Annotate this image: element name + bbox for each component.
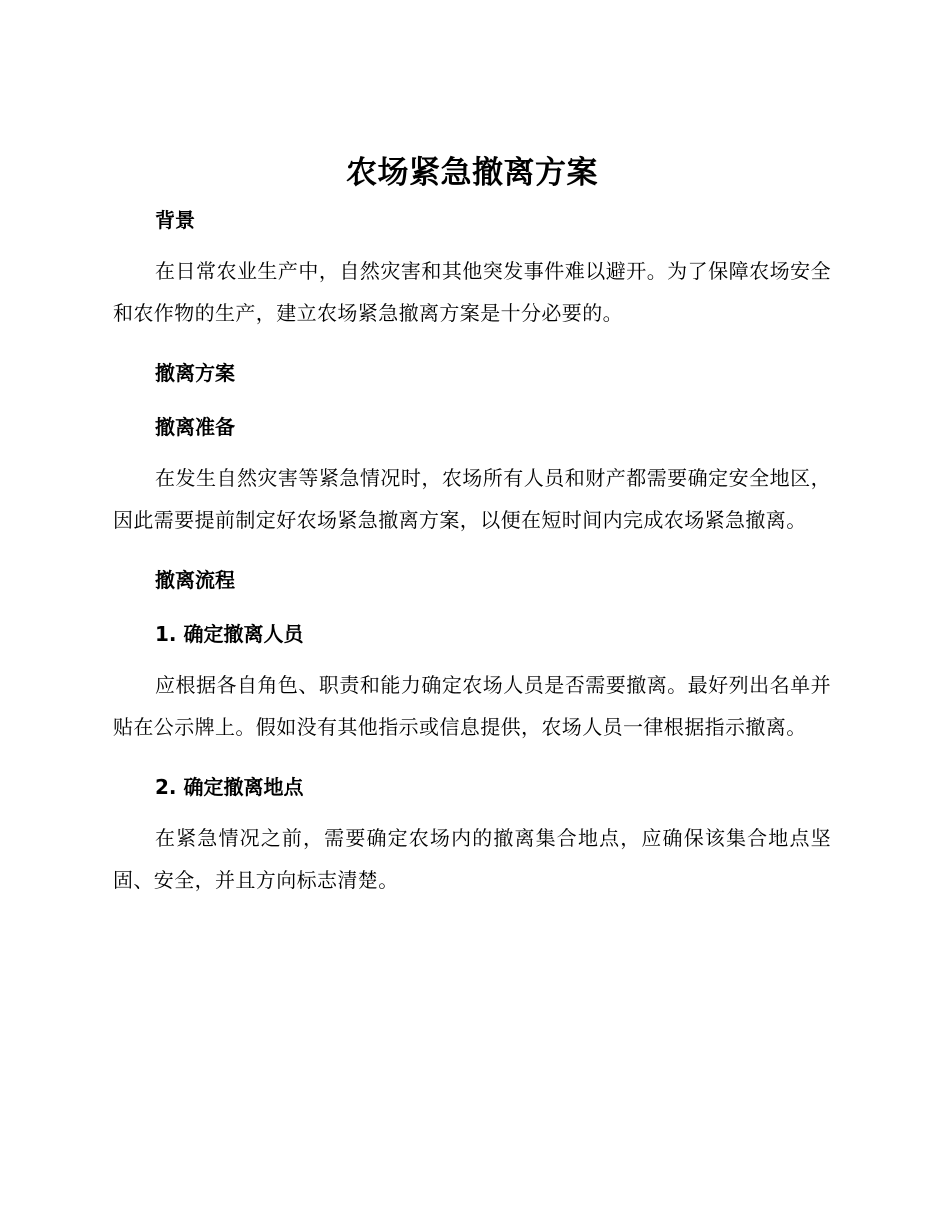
section-heading-process: 撤离流程	[155, 568, 235, 592]
document-content	[113, 150, 831, 901]
paragraph-background: 在日常农业生产中，自然灾害和其他突发事件难以避开。为了保障农场安全和农作物的生产，建立农场紧急撤离方案是十分必要的。	[113, 259, 831, 325]
step-heading-2: 2. 确定撤离地点	[155, 775, 304, 799]
paragraph-prep: 在发生自然灾害等紧急情况时，农场所有人员和财产都需要确定安全地区，因此需要提前制定好农场紧急撤离方案，以便在短时间内完成农场紧急撤离。	[113, 466, 831, 532]
step-heading-1: 1. 确定撤离人员	[155, 622, 304, 646]
paragraph-step-2: 在紧急情况之前，需要确定农场内的撤离集合地点，应确保该集合地点坚固、安全，并且方向标志清楚。	[113, 826, 831, 892]
section-heading-plan: 撤离方案	[155, 361, 235, 385]
section-heading-prep: 撤离准备	[155, 415, 235, 439]
paragraph-step-1: 应根据各自角色、职责和能力确定农场人员是否需要撤离。最好列出名单并贴在公示牌上。假如没有其他指示或信息提供，农场人员一律根据指示撤离。	[113, 673, 831, 739]
section-heading-background: 背景	[155, 208, 195, 232]
document-title: 农场紧急撤离方案	[346, 155, 598, 191]
